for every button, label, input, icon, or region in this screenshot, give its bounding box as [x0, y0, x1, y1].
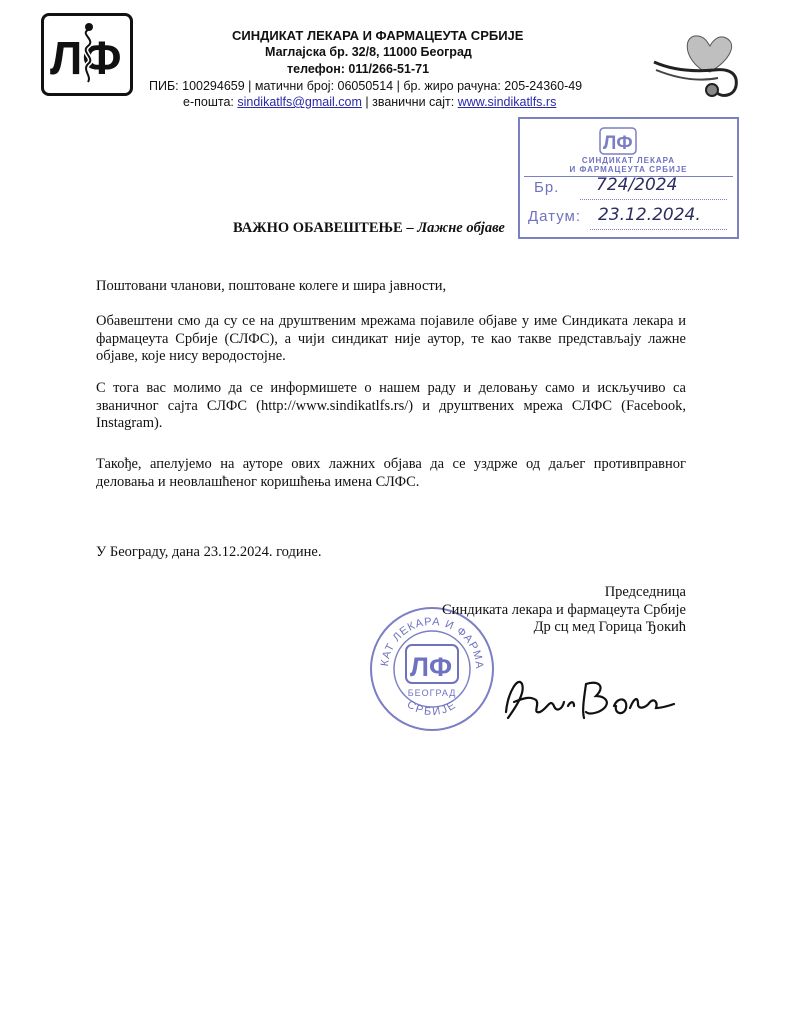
- signer-name: Др сц мед Горица Ђокић: [533, 619, 686, 635]
- paragraph-1: Обавештени смо да су се на друштвеним мрежама појавиле објаве у име Синдиката лекара и фармацеута Србије (СЛФС), а чији синдикат није аутор, те као такве представљају лажне објаве, које нису веродостојне.: [96, 313, 686, 364]
- site-label: | званични сајт:: [361, 95, 458, 109]
- signer-role: Председница: [604, 584, 686, 600]
- heart-stethoscope-illustration: [652, 16, 744, 102]
- email-label: е-пошта:: [183, 95, 238, 109]
- registry-stamp-logo: [599, 127, 637, 155]
- registry-date-value: 23.12.2024.: [598, 205, 701, 225]
- round-stamp-logo: ЛФ: [410, 652, 452, 682]
- paragraph-3: Такође, апелујемо на ауторе ових лажних објава да се уздрже од даљег противправног деловања и неовлашћеног коришћења имена СЛФС.: [96, 456, 686, 490]
- registry-number-value: 724/2024: [596, 175, 678, 195]
- email-link[interactable]: sindikatlfs@gmail.com: [237, 95, 362, 109]
- registry-date-label: Датум:: [528, 208, 582, 225]
- registry-date-line: [590, 229, 727, 230]
- registry-stamp: [518, 117, 739, 239]
- handwritten-signature: [478, 662, 683, 732]
- document-title: [233, 220, 505, 237]
- org-contacts: [183, 95, 556, 109]
- signature-block: [400, 584, 686, 637]
- org-address: Маглајска бр. 32/8, 11000 Београд: [265, 45, 472, 59]
- paragraph-2: С тога вас молимо да се информишете о нашем раду и деловању само и искључиво са званичног сајта СЛФС (http://www.sindikatlfs.rs/) и друштвених мрежа СЛФС (Facebook, Instagram).: [96, 380, 686, 431]
- svg-text:СРБИЈЕ: СРБИЈЕ: [404, 698, 460, 719]
- greeting: Поштовани чланови, поштоване колеге и шира јавности,: [96, 278, 447, 294]
- round-stamp-city: БЕОГРАД: [407, 688, 457, 698]
- registry-number-line: [580, 199, 727, 200]
- signer-organization: Синдиката лекара и фармацеута Србије: [442, 601, 686, 618]
- org-phone: телефон: 011/266-51-71: [287, 62, 430, 76]
- title-main: ВАЖНО ОБАВЕШТЕЊЕ –: [233, 220, 418, 236]
- date-line: У Београду, дана 23.12.2024. године.: [96, 544, 322, 560]
- registry-number-label: Бр.: [534, 179, 560, 196]
- title-sub: Лажне објаве: [417, 220, 505, 236]
- org-name: СИНДИКАТ ЛЕКАРА И ФАРМАЦЕУТА СРБИЈЕ: [232, 28, 524, 43]
- registry-stamp-name-1: СИНДИКАТ ЛЕКАРА: [581, 156, 676, 165]
- logo-text: ЛФ: [50, 32, 122, 84]
- registry-stamp-name-2: И ФАРМАЦЕУТА СРБИЈЕ: [569, 165, 688, 174]
- org-ids: ПИБ: 100294659 | матични број: 06050514 | бр. жиро рачуна: 205-24360-49: [149, 79, 583, 93]
- organization-logo: [41, 13, 133, 96]
- svg-text:СИНДИКАТ ЛЕКАРА И ФАРМАЦЕУТА: КАТ ЛЕКАРА И ФАРМА: [378, 615, 486, 670]
- svg-text:ЛФ: ЛФ: [603, 133, 633, 154]
- site-link[interactable]: www.sindikatlfs.rs: [457, 95, 557, 109]
